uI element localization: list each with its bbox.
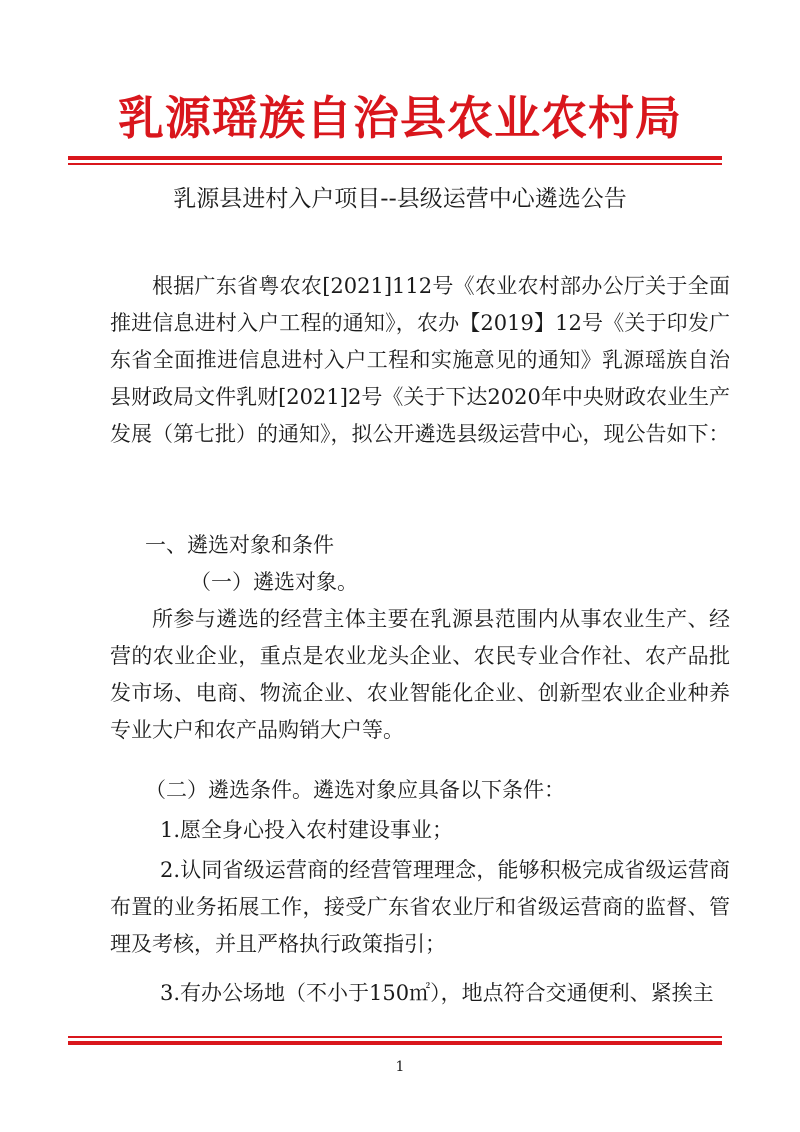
document-title: 乳源县进村入户项目--县级运营中心遴选公告 <box>173 186 627 212</box>
intro-block <box>110 268 730 453</box>
footer-rule-thin <box>68 1036 722 1038</box>
condition-item-2: 2.认同省级运营商的经营管理理念，能够积极完成省级运营商布置的业务拓展工作，接受广东省农业厅和省级运营商的监督、管理及考核，并且严格执行政策指引； <box>110 858 730 956</box>
letterhead-rule-thin <box>68 163 722 165</box>
condition-item-3: 3.有办公场地（不小于150㎡），地点符合交通便利、紧挨主 <box>160 981 714 1005</box>
subsection-heading-1: （一）遴选对象。 <box>190 570 358 594</box>
footer-rule-thick <box>68 1041 722 1045</box>
page-number: 1 <box>395 1059 405 1075</box>
section-heading-1: 一、遴选对象和条件 <box>145 533 334 557</box>
subsection-heading-2: （二）遴选条件。遴选对象应具备以下条件： <box>145 778 565 802</box>
intro-paragraph: 根据广东省粤农农[2021]112号《农业农村部办公厅关于全面推进信息进村入户工程的通知》，农办【2019】12号《关于印发广东省全面推进信息进村入户工程和实施意见的通知》乳源瑶族自治县财政局文件乳财[2021]2号《关于下达2020年中央财政农业生产发展（第七批）的通知》，拟公开遴选县级运营中心，现公告如下： <box>110 274 730 446</box>
subsection-1-paragraph: 所参与遴选的经营主体主要在乳源县范围内从事农业生产、经营的农业企业，重点是农业龙头企业、农民专业合作社、农产品批发市场、电商、物流企业、农业智能化企业、创新型农业企业种养专业大户和农产品购销大户等。 <box>110 607 730 742</box>
condition-item-1: 1.愿全身心投入农村建设事业； <box>160 818 454 842</box>
subsection-1-block <box>110 601 730 749</box>
letterhead-rule-thick <box>68 156 722 160</box>
letterhead-org-name: 乳源瑶族自治县农业农村局 <box>118 91 682 145</box>
